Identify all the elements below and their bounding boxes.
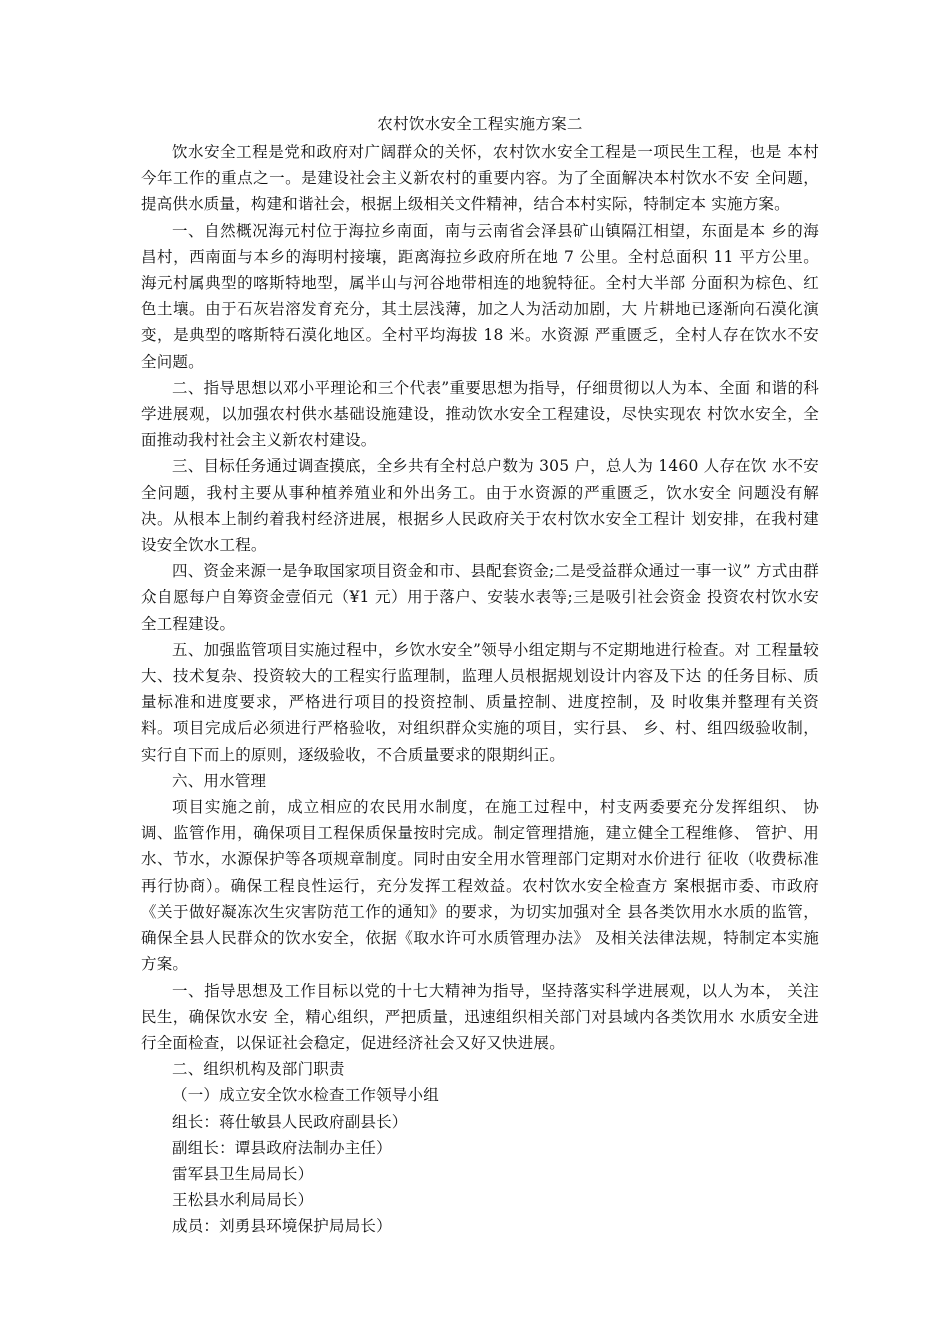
- paragraph-supervision: 五、加强监管项目实施过程中，乡饮水安全”领导小组定期与不定期地进行检查。对 工程量较大、技术复杂、投资较大的工程实行监理制，监理人员根据规划设计内容及下达 的任务目标、质量标准和进度要求，严格进行项目的投资控制、质量控制、进度控制，及 时收集并整理有关资料。项目完成后必须进行严格验收，对组织群众实施的项目，实行县、 乡、村、组四级验收制，实行自下而上的原则，逐级验收，不合质量要求的限期纠正。: [141, 640, 819, 764]
- paragraph-intro: 饮水安全工程是党和政府对广阔群众的关怀，农村饮水安全工程是一项民生工程，也是 本村今年工作的重点之一。是建设社会主义新农村的重要内容。为了全面解决本村饮水不安 全问题，提高供水质量，构建和谐社会，根据上级相关文件精神，结合本村实际，特制定本 实施方案。: [141, 143, 819, 214]
- section-heading-organization: 二、组织机构及部门职责: [172, 1060, 345, 1079]
- paragraph-guiding-ideology: 二、指导思想以邓小平理论和三个代表”重要思想为指导，仔细贯彻以人为本、全面 和谐的科学进展观，以加强农村供水基础设施建设，推动饮水安全工程建设，尽快实现农 村饮水安全，全面推动我村社会主义新农村建设。: [141, 378, 819, 450]
- paragraph-water-management: 项目实施之前，成立相应的农民用水制度，在施工过程中，村支两委要充分发挥组织、 协调、监管作用，确保项目工程保质保量按时完成。制定管理措施，建立健全工程维修、 管护、用水、节水，水源保护等各项规章制度。同时由安全用水管理部门定期对水价进行 征收（收费标准再行协商）。确保工程良性运行，充分发挥工程效益。农村饮水安全检查方 案根据市委、市政府《关于做好凝冻次生灾害防范工作的通知》的要求，为切实加强对全 县各类饮用水水质的监管，确保全县人民群众的饮水安全，依据《取水许可水质管理办法》 及相关法律法规，特制定本实施方案。: [141, 798, 819, 974]
- member-line-water-bureau: 王松县水利局局长）: [172, 1191, 314, 1210]
- member-line-leader: 组长：蒋仕敏县人民政府副县长）: [172, 1112, 408, 1131]
- member-line-environment-bureau: 成员：刘勇县环境保护局局长）: [172, 1217, 392, 1236]
- document-title: 农村饮水安全工程实施方案二: [377, 115, 583, 133]
- paragraph-target-tasks: 三、目标任务通过调查摸底，全乡共有全村总户数为 305 户，总人为 1460 人存在饮 水不安全问题，我村主要从事种植养殖业和外出务工。由于水资源的严重匮乏，饮水安全 问题没有解决。从根本上制约着我村经济进展，根据乡人民政府关于农村饮水安全工程计 划安排，在我村建设安全饮水工程。: [141, 457, 819, 555]
- paragraph-funding-source: 四、资金来源一是争取国家项目资金和市、县配套资金;二是受益群众通过一事一议” 方式由群众自愿每户自筹资金壹佰元（¥1 元）用于落户、安装水表等;三是吸引社会资金 投资农村饮水安全工程建设。: [141, 562, 819, 633]
- paragraph-natural-overview: 一、自然概况海元村位于海拉乡南面，南与云南省会泽县矿山镇隔江相望，东面是本 乡的海昌村，西南面与本乡的海明村接壤，距离海拉乡政府所在地 7 公里。全村总面积 11 平方公里。海元村属典型的喀斯特地型，属半山与河谷地带相连的地貌特征。全村大半部 分面积为棕色、红色土壤。由于石灰岩溶发育充分，其土层浅薄，加之人为活动加剧，大 片耕地已逐渐向石漠化演变，是典型的喀斯特石漠化地区。全村平均海拔 18 米。水资源 严重匮乏，全村人存在饮水不安全问题。: [141, 221, 819, 371]
- document-page: [141, 110, 819, 1240]
- subsection-heading-leading-group: （一）成立安全饮水检查工作领导小组: [172, 1086, 439, 1105]
- paragraph-inspection-guiding: 一、指导思想及工作目标以党的十七大精神为指导，坚持落实科学进展观，以人为本， 关注民生，确保饮水安 全，精心组织，严把质量，迅速组织相关部门对县域内各类饮用水 水质安全进行全面检查，以保证社会稳定，促进经济社会又好又快进展。: [141, 981, 819, 1052]
- member-line-health-bureau: 雷军县卫生局局长）: [172, 1164, 314, 1183]
- section-heading-water-management: 六、用水管理: [172, 771, 267, 790]
- member-line-deputy-leader: 副组长：谭县政府法制办主任）: [172, 1138, 392, 1157]
